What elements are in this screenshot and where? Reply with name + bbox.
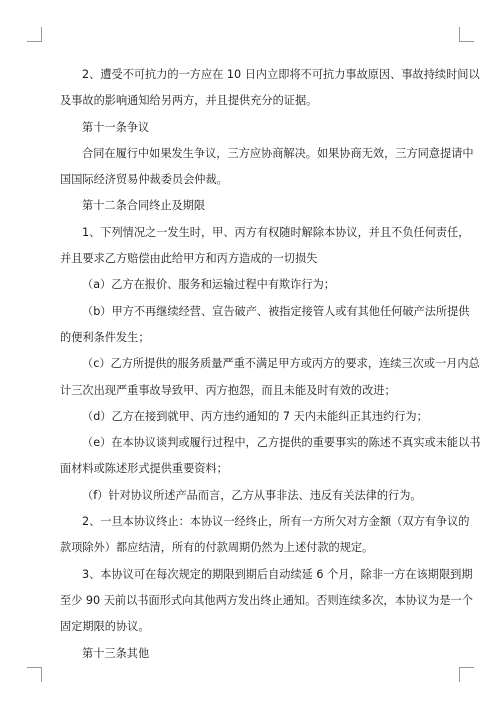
text-line: 国国际经济贸易仲裁委员会仲裁。 [60,173,228,187]
crop-mark-bottom-right [459,667,474,682]
text-line: 2、一旦本协议终止：本协议一经终止，所有一方所欠对方金额（双方有争议的 [82,515,470,529]
text-line: 固定期限的协议。 [60,620,150,634]
paragraph-termination-3 [60,562,473,641]
text-line: 款项除外）都应结清，所有的付款周期仍然为上述付款的规定。 [60,541,374,555]
text-line: （c）乙方所提供的服务质量严重不满足甲方或丙方的要求，连续三次或一月内总 [82,357,480,371]
document-body [60,62,481,667]
crop-mark-top-right [459,27,474,42]
text-line: 3、本协议可在每次规定的期限到期后自动续延 6 个月，除非一方在该期限到期 [82,567,473,581]
text-line: （f）针对协议所述产品而言，乙方从事非法、违反有关法律的行为。 [82,488,422,502]
crop-mark-top-left [27,27,42,42]
paragraph-dispute [60,141,474,194]
paragraph-clause-b [60,299,470,352]
text-line: 计三次出现严重事故导致甲、丙方抱怨，而且未能及时有效的改进； [60,383,396,397]
text-line: （b）甲方不再继续经营、宣告破产、被指定接管人或有其他任何破产法所提供 [82,304,470,318]
text-line: （e）在本协议谈判或履行过程中，乙方提供的重要事实的陈述不真实或未能以书 [82,436,481,450]
paragraph-clause-e [60,430,481,483]
text-line: 1、下列情况之一发生时，甲、丙方有权随时解除本协议，并且不负任何责任， [82,225,470,239]
text-line: （d）乙方在接到就甲、丙方违约通知的 7 天内未能纠正其违约行为； [82,409,428,423]
crop-mark-bottom-left [27,667,42,682]
text-line: 合同在履行中如果发生争议，三方应协商解决。如果协商无效，三方同意提请中 [82,146,474,160]
section-heading-11: 第十一条争议 [82,120,150,134]
paragraph-clause-f [60,483,442,509]
section-heading-13: 第十三条其他 [82,646,150,660]
text-line: 的便利条件发生； [60,330,150,344]
text-line: 及事故的影响通知给另两方，并且提供充分的证据。 [60,94,318,108]
paragraph-termination-1 [60,220,470,273]
text-line: 至少 90 天前以书面形式向其他两方发出终止通知。否则连续多次，本协议为是一个 [60,593,473,607]
text-line: 并且要求乙方赔偿由此给甲方和丙方造成的一切损失 [60,252,318,266]
text-line: （a）乙方在报价、服务和运输过程中有欺诈行为； [82,278,335,292]
paragraph-termination-2 [60,509,470,562]
text-line: 面材料或陈述形式提供重要资料； [60,462,228,476]
section-heading-12: 第十二条合同终止及期限 [82,199,206,213]
paragraph-clause-d [60,404,442,430]
text-line: 2、遭受不可抗力的一方应在 10 日内立即将不可抗力事故原因、事故持续时间以 [82,68,480,81]
paragraph-clause-a [60,272,442,298]
paragraph-clause-c [60,351,480,404]
paragraph-force-majeure-notice [60,62,480,115]
